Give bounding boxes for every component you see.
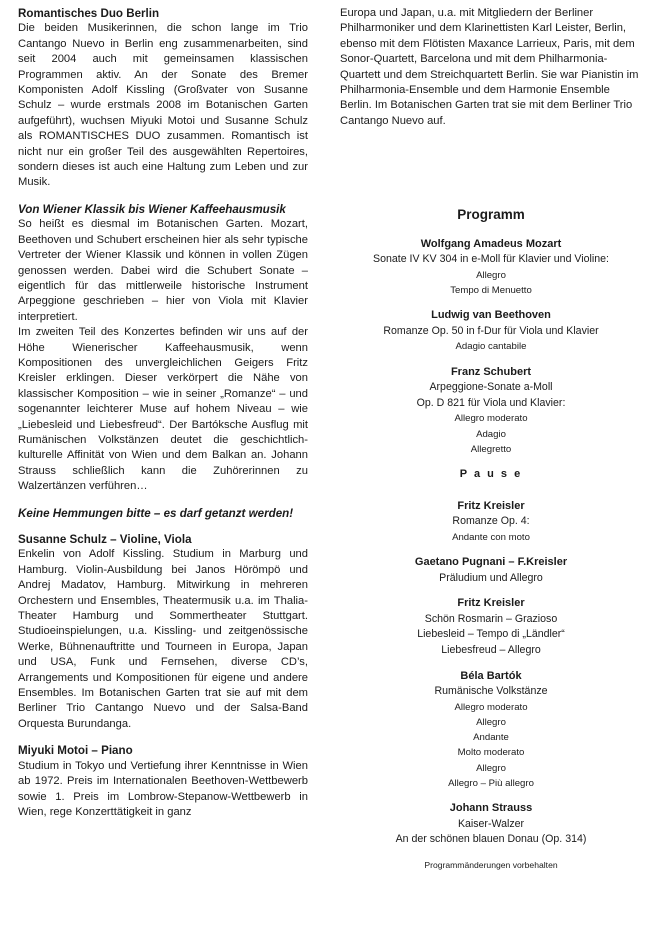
movement: Allegro — [476, 716, 506, 728]
section-susanne-schulz — [18, 532, 308, 732]
program-item — [340, 308, 642, 354]
programm-list — [340, 207, 642, 873]
movement: Allegretto — [470, 443, 512, 455]
section-duo — [18, 6, 308, 191]
section-wiener-klassik — [18, 202, 308, 495]
program-item — [340, 237, 642, 299]
movement: Tempo di Menuetto — [450, 284, 532, 296]
work-title: Romanze Op. 50 in f-Dur für Viola und Klavier — [383, 324, 599, 337]
section-paragraph: So heißt es diesmal im Botanischen Garten. Mozart, Beethoven und Schubert erscheinen hier als sehr typische Vertreter der Wiener Klassik und können in vollen Zügen genossen werden. Dabei wird die Schubert Sonate – eigentlich für das mittlerweile historische Instrument Arpeggione geschrieben – hier von Viola mit Klavier interpretiert. — [18, 218, 308, 323]
section-heading: Von Wiener Klassik bis Wiener Kaffeehausmusik — [18, 202, 286, 216]
composer-name: Wolfgang Amadeus Mozart — [420, 237, 562, 250]
work-title: Romanze Op. 4: — [452, 515, 530, 528]
composer-name: Fritz Kreisler — [457, 597, 525, 610]
column-gutter — [328, 0, 329, 928]
left-column — [18, 6, 308, 831]
movement: Andante con moto — [452, 531, 530, 543]
program-footnote: Programmänderungen vorbehalten — [424, 859, 558, 870]
section-paragraph: Studium in Tokyo und Vertiefung ihrer Kenntnisse in Wien ab 1972. Preis im Internationalen Beethoven-Wettbewerb sowie 1. Preis im Lombrow-Stepanow-Wettbewerb in Wien, rege Konzerttätigkeit in ganz — [18, 759, 308, 818]
tagline-heading: Keine Hemmungen bitte – es darf getanzt werden! — [18, 506, 294, 520]
program-item — [340, 555, 642, 586]
work-title: Präludium und Allegro — [439, 571, 543, 584]
program-item — [340, 596, 642, 658]
movement: Allegro moderato — [454, 701, 528, 713]
section-heading: Susanne Schulz – Violine, Viola — [18, 533, 192, 546]
bio-continuation: Europa und Japan, u.a. mit Mitgliedern der Berliner Philharmoniker und dem Klarinettisten Karl Leister, Berlin, ebenso mit dem Flötisten Maxance Larrieux, Paris, mit dem Sonor-Quartett, Barcelona und mit dem Philharmonia-Quartett und dem Streichquartett Berlin. Sie war Pianistin im Philharmonia-Ensemble und dem Harmonie Ensemble Berlin. Im Botanischen Garten trat sie mit dem Berliner Trio Cantango Nuevo auf. — [340, 7, 639, 127]
program-item — [340, 365, 642, 457]
work-title: An der schönen blauen Donau (Op. 314) — [395, 833, 587, 846]
program-item — [340, 801, 642, 848]
section-paragraph: Die beiden Musikerinnen, die schon lange im Trio Cantango Nuevo in Berlin eng zusammenarbeiten, sind seit 2004 auch mit gemeinsamen klassischen Programmen aktiv. An der Sonate des Bremer Komponisten Adolf Kissling (Großvater von Susanne Schulz – wurde erstmals 2008 im Botanischen Garten aufgeführt), wuchsen Miyuki Motoi und Susanne Schulz als ROMANTISCHES DUO zusammen. Romantisch ist nicht nur ein großer Teil des ausgewählten Repertoires, sondern dieses ist auch eine Haltung zum Leben und zur Musik. — [18, 22, 308, 189]
composer-name: Fritz Kreisler — [457, 499, 525, 512]
composer-name: Gaetano Pugnani – F.Kreisler — [414, 555, 568, 568]
section-paragraph: Enkelin von Adolf Kissling. Studium in Marburg und Hamburg. Violin-Ausbildung bei Janos Hörömpö und Andrej Madatov, Hamburg. Mitwirkung in mehreren Orchestern und Ensembles, Theatermusik u.a. im Thalia-Theater Hamburg und Sommertheater Stuttgart. Studioeinspielungen, u.a. Kissling- und zeitgenössische Werke, Bühnenauftritte und Tourneen in Europa, Japan und USA, Funk und Fernsehen, diverse CD’s, Arrangements und Kompositionen für eigene und andere Ensembles. Im Botanischen Garten trat sie auf mit dem Berliner Trio Cantango Nuevo und der Salsa-Band Orquesta Burundanga. — [18, 548, 308, 730]
work-title: Liebesleid – Tempo di „Ländler“ — [417, 628, 565, 641]
movement: Andante — [473, 732, 509, 744]
program-item — [340, 499, 642, 545]
work-title: Op. D 821 für Viola und Klavier: — [416, 396, 566, 409]
section-heading: Miyuki Motoi – Piano — [18, 744, 133, 758]
work-title: Liebesfreud – Allegro — [441, 643, 541, 656]
work-title: Sonate IV KV 304 in e-Moll für Klavier und Violine: — [373, 253, 609, 266]
movement: Allegro – Più allegro — [448, 777, 534, 789]
work-title: Rumänische Volkstänze — [434, 685, 548, 698]
movement: Allegro — [476, 269, 506, 281]
composer-name: Johann Strauss — [449, 801, 533, 814]
work-title: Schön Rosmarin – Grazioso — [424, 612, 558, 625]
movement: Allegro — [476, 762, 506, 774]
section-heading: Romantisches Duo Berlin — [18, 7, 160, 20]
movement: Adagio — [476, 428, 506, 440]
composer-name: Ludwig van Beethoven — [431, 309, 551, 322]
pause-label: P a u s e — [459, 467, 523, 480]
section-tagline — [18, 506, 308, 521]
movement: Adagio cantabile — [455, 341, 527, 353]
section-paragraph: Im zweiten Teil des Konzertes befinden wir uns auf der Höhe Wienerischer Kaffeehausmusik, wenn Kompositionen des unvergleichlichen Geigers Fritz Kreisler erklingen. Dieser verkörpert die Nähe von klassischer Komposition – wie in seiner „Romanze“ – und sogenannter leichterer Muse auf hohem Niveau – wie „Liebesleid und Liebesfreud“. Der Bartóksche Ausflug mit Rumänischen Volkstänzen deutet die geschichtlich-kulturelle Affinität von Wien und dem Balkan an. Johann Strauss schließlich kann die Zuhörerinnen zu Walzertänzen verführen… — [18, 326, 308, 493]
programm-title: Programm — [457, 207, 525, 222]
section-miyuki-motoi — [18, 743, 308, 820]
composer-name: Franz Schubert — [450, 365, 532, 378]
movement: Allegro moderato — [454, 413, 528, 425]
movement: Molto moderato — [457, 747, 525, 759]
work-title: Kaiser-Walzer — [457, 817, 525, 830]
program-item — [340, 669, 642, 791]
right-column — [340, 6, 642, 129]
work-title: Arpeggione-Sonate a-Moll — [429, 381, 553, 394]
composer-name: Béla Bartók — [460, 669, 522, 682]
